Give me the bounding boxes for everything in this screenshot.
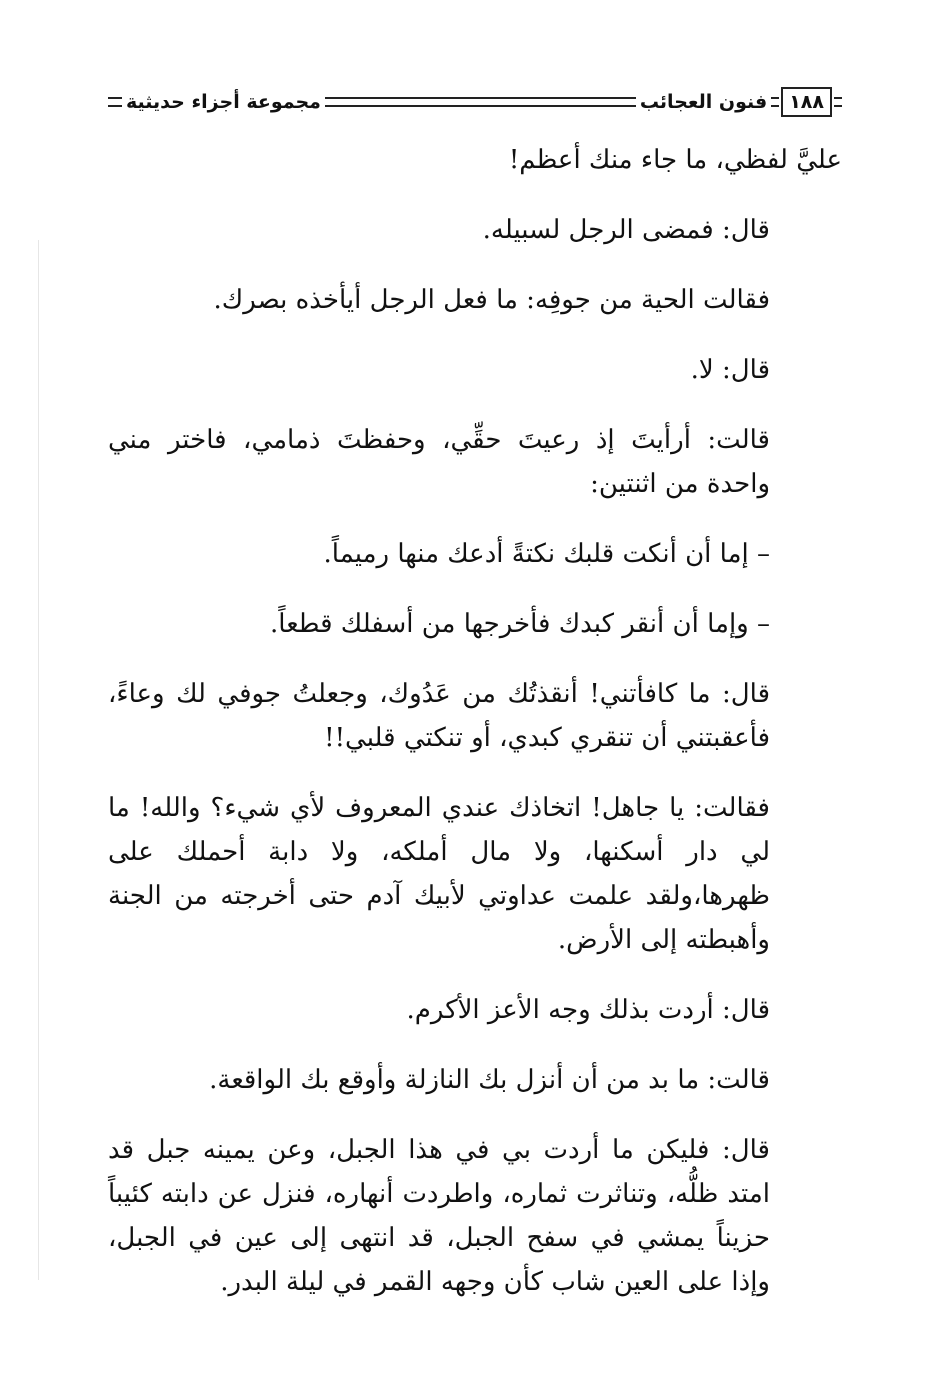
paragraph-11: قالت: ما بد من أن أنزل بك النازلة وأوقع بك الواقعة.	[209, 1065, 770, 1095]
paragraph-8: قال: ما كافأتني! أنقذتُك من عَدُوك، وجعلتُ جوفي لك وعاءً، فأعقبتني أن تنقري كبدي، أو تنكتي قلبي!!	[108, 679, 770, 753]
paragraph-1: عليَّ لفظي، ما جاء منك أعظم!	[508, 145, 842, 175]
header-rule-right-inner	[771, 97, 779, 107]
header-rule-middle	[325, 97, 636, 107]
scan-margin-line	[38, 240, 39, 1280]
page-number: ١٨٨	[781, 87, 832, 117]
paragraph-9: فقالت: يا جاهل! اتخاذك عندي المعروف لأي شيء؟ والله! ما لي دار أسكنها، ولا مال أملكه، ولا دابة أحملك على ظهرها،ولقد علمت عداوتي لأبيك آدم حتى أخرجته من الجنة وأهبطته إلى الأرض.	[108, 793, 770, 955]
paragraph-4: قال: لا.	[690, 355, 770, 385]
header-rule-right	[834, 97, 842, 107]
series-title: مجموعة أجزاء حديثية	[126, 91, 321, 113]
running-header	[108, 82, 842, 122]
page-body	[108, 138, 842, 1330]
paragraph-6: – إما أن أنكت قلبك نكتةً أدعك منها رميماً.	[323, 539, 770, 569]
header-rule-left	[108, 97, 122, 107]
paragraph-3: فقالت الحية من جوفِه: ما فعل الرجل أيأخذه بصرك.	[213, 285, 770, 315]
paragraph-12: قال: فليكن ما أردت بي في هذا الجبل، وعن يمينه جبل قد امتد ظلُّه، وتناثرت ثماره، واطردت أنهاره، فنزل عن دابته كئيباً حزيناً يمشي في سفح الجبل، قد انتهى إلى عين في الجبل، وإذا على العين شاب كأن وجهه القمر في ليلة البدر.	[108, 1135, 770, 1297]
paragraph-7: – وإما أن أنقر كبدك فأخرجها من أسفلك قطعاً.	[270, 609, 770, 639]
paragraph-2: قال: فمضى الرجل لسبيله.	[482, 215, 770, 245]
paragraph-10: قال: أردت بذلك وجه الأعز الأكرم.	[406, 995, 770, 1025]
book-title: فنون العجائب	[639, 91, 768, 113]
paragraph-5: قالت: أرأيتَ إذ رعيتَ حقِّي، وحفظتَ ذمامي، فاختر مني واحدة من اثنتين:	[108, 425, 770, 499]
